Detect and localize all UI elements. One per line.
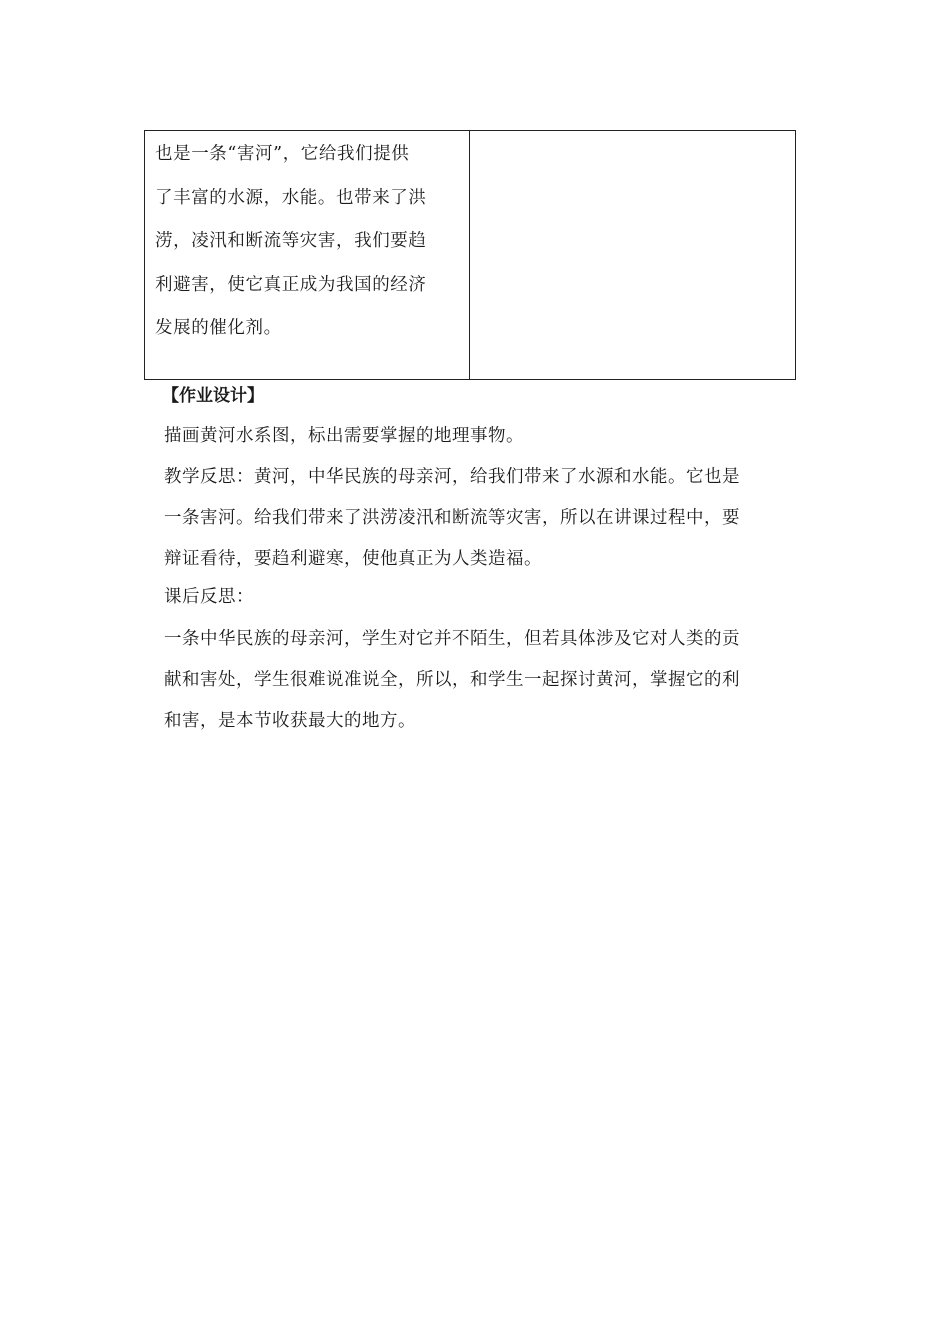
homework-task: 描画黄河水系图，标出需要掌握的地理事物。 <box>164 426 524 446</box>
lesson-table <box>144 130 796 380</box>
after-class-line: 一条中华民族的母亲河，学生对它并不陌生，但若具体涉及它对人类的贡 <box>164 629 740 649</box>
reflection-line: 教学反思：黄河，中华民族的母亲河，给我们带来了水源和水能。它也是 <box>164 467 740 487</box>
table-cell-line: 涝，凌汛和断流等灾害，我们要趋 <box>155 231 427 251</box>
after-class-label: 课后反思： <box>164 587 254 607</box>
after-class-line: 和害，是本节收获最大的地方。 <box>164 711 416 731</box>
homework-heading: 【作业设计】 <box>162 386 264 406</box>
table-cell-line: 也是一条“害河”，它给我们提供 <box>155 144 410 164</box>
table-cell-line: 发展的催化剂。 <box>155 318 282 338</box>
table-cell-right <box>470 131 795 379</box>
reflection-line: 辩证看待，要趋利避寒，使他真正为人类造福。 <box>164 549 542 569</box>
table-cell-line: 利避害，使它真正成为我国的经济 <box>155 274 427 295</box>
after-class-line: 献和害处，学生很难说准说全，所以，和学生一起探讨黄河，掌握它的利 <box>164 670 740 690</box>
table-cell-left <box>145 131 470 379</box>
table-cell-line: 了丰富的水源，水能。也带来了洪 <box>155 187 427 208</box>
reflection-line: 一条害河。给我们带来了洪涝凌汛和断流等灾害，所以在讲课过程中，要 <box>164 508 740 528</box>
